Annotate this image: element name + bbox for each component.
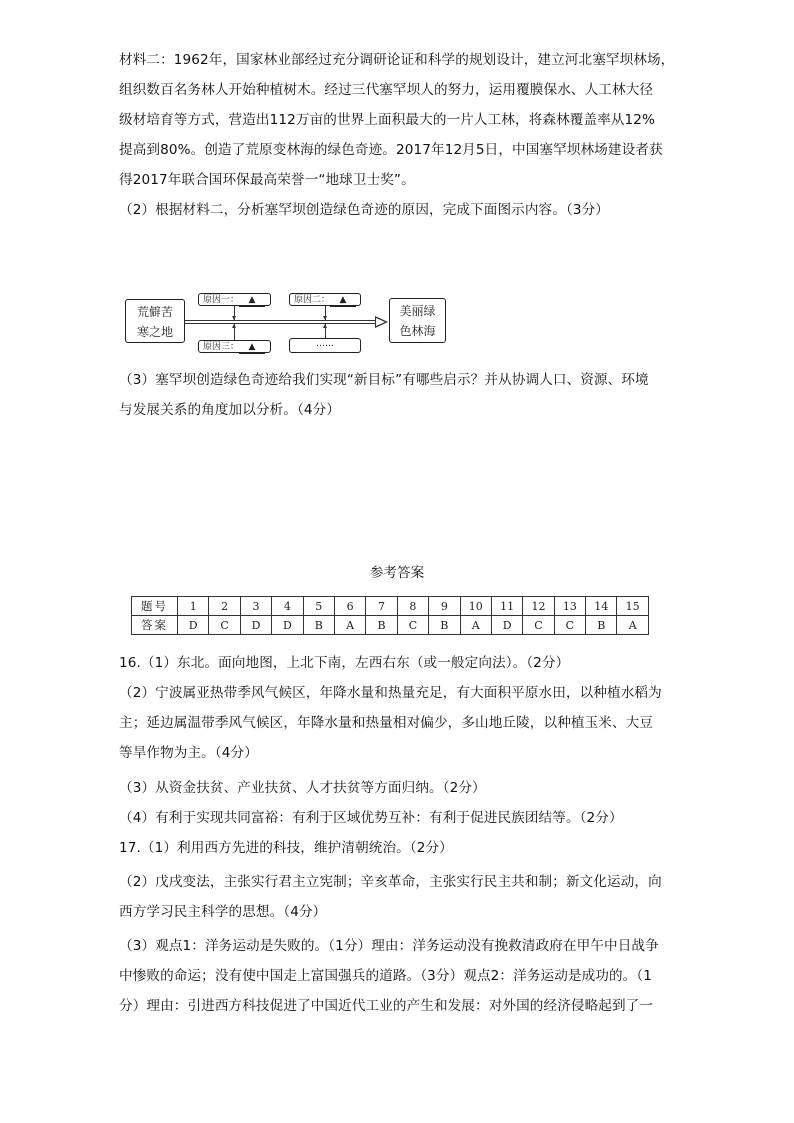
answer-cell: A [334, 616, 365, 635]
number-cell: 7 [366, 597, 397, 616]
number-cell: 9 [429, 597, 460, 616]
material-two-line-5: 得2017年联合国环保最高荣誉一“地球卫士奖”。 [119, 172, 415, 188]
start-box-line-1: 荒僻苦 [136, 305, 173, 319]
table-row-answers [132, 616, 649, 635]
answer-cell: B [586, 616, 617, 635]
number-cell: 3 [240, 597, 271, 616]
answer-cell: D [491, 616, 522, 635]
answer-16-1: 16.（1）东北。面向地图，上北下南，左西右东（或一般定向法）。（2分） [119, 655, 570, 671]
arrow-down-icon [323, 316, 327, 320]
main-arrow-shaft [185, 320, 379, 324]
table-row-numbers [132, 597, 649, 616]
number-cell: 8 [397, 597, 428, 616]
answer-16-3: （3）从资金扶贫、产业扶贫、人才扶贫等方面归纳。（2分） [119, 780, 486, 796]
reason-1-label: 原因一： [203, 295, 240, 305]
answer-17-1: 17.（1）利用西方先进的科技，维护清朝统治。（2分） [119, 840, 453, 856]
answer-16-2-line-1: （2）宁波属亚热带季风气候区，年降水量和热量充足，有大面积平原水田，以种植水稻为 [119, 685, 662, 701]
answer-cell: A [617, 616, 648, 635]
material-two-line-2: 组织数百名务林人开始种植树木。经过三代塞罕坝人的努力，运用覆膜保水、人工林大径 [119, 82, 654, 98]
question-2: （2）根据材料二，分析塞罕坝创造绿色奇迹的原因，完成下面图示内容。（3分） [119, 202, 609, 218]
answer-cell: B [366, 616, 397, 635]
answer-17-2-line-1: （2）戊戌变法，主张实行君主立宪制；辛亥革命，主张实行民主共和制；新文化运动，向 [119, 874, 662, 890]
answer-cell: C [523, 616, 554, 635]
start-box-line-2: 寒之地 [136, 325, 173, 339]
number-cell: 1 [178, 597, 209, 616]
answer-17-2-line-2: 西方学习民主科学的思想。（4分） [119, 904, 327, 920]
number-cell: 2 [209, 597, 240, 616]
reason-3-box [198, 340, 271, 353]
answer-16-2-line-2: 主；延边属温带季风气候区，年降水量和热量相对偏少，多山地丘陵，以种植玉米、大豆 [119, 715, 654, 731]
answer-16-2-line-3: 等旱作物为主。（4分） [119, 745, 258, 761]
row-header-answer: 答案 [132, 616, 178, 635]
answer-17-3-line-1: （3）观点1：洋务运动是失败的。（1分）理由：洋务运动没有挽救清政府在甲午中日战争 [119, 938, 659, 954]
answer-17-3-line-3: 分）理由：引进西方科技促进了中国近代工业的产生和发展：对外国的经济侵略起到了一 [119, 998, 654, 1014]
arrow-up-icon [232, 324, 236, 328]
number-cell: 5 [303, 597, 334, 616]
answer-cell: D [272, 616, 303, 635]
cause-flow-diagram [125, 292, 450, 352]
number-cell: 4 [272, 597, 303, 616]
reason-2-label: 原因二： [294, 295, 331, 305]
reason-3-label: 原因三： [203, 342, 240, 352]
arrow-down-icon [232, 316, 236, 320]
end-box-line-1: 美丽绿 [399, 304, 436, 318]
number-cell: 14 [586, 597, 617, 616]
answer-16-4: （4）有利于实现共同富裕：有利于区域优势互补：有利于促进民族团结等。（2分） [119, 810, 623, 826]
material-two-line-4: 提高到80%。创造了荒原变林海的绿色奇迹。2017年12月5日，中国塞罕坝林场建设者获 [119, 142, 663, 158]
answer-cell: B [429, 616, 460, 635]
reason-1-blank-triangle-icon[interactable]: ▲ [239, 295, 265, 307]
number-cell: 12 [523, 597, 554, 616]
arrow-up-icon [323, 324, 327, 328]
number-cell: 13 [554, 597, 585, 616]
number-cell: 10 [460, 597, 491, 616]
row-header-number: 题号 [132, 597, 178, 616]
number-cell: 11 [491, 597, 522, 616]
material-two-line-3: 级材培育等方式，营造出112万亩的世界上面积最大的一片人工林，将森林覆盖率从12% [119, 112, 656, 128]
answer-17-3-line-2: 中惨败的命运；没有使中国走上富国强兵的道路。（3分）观点2：洋务运动是成功的。（1 [119, 968, 653, 984]
reason-3-blank-triangle-icon[interactable]: ▲ [239, 342, 265, 354]
answer-cell: D [240, 616, 271, 635]
answer-cell: A [460, 616, 491, 635]
reason-2-blank-triangle-icon[interactable]: ▲ [330, 295, 356, 307]
answer-cell: B [303, 616, 334, 635]
material-two-line-1: 材料二：1962年，国家林业部经过充分调研论证和科学的规划设计，建立河北塞罕坝林场， [119, 52, 675, 68]
answer-key-table [131, 596, 649, 635]
answer-cell: C [397, 616, 428, 635]
number-cell: 15 [617, 597, 648, 616]
main-arrow-head-icon [375, 316, 388, 328]
end-box-green-forest [389, 298, 446, 343]
start-box-barren-land [125, 299, 185, 343]
answer-cell: C [209, 616, 240, 635]
answer-cell: C [554, 616, 585, 635]
answer-cell: D [178, 616, 209, 635]
answers-title: 参考答案 [369, 565, 425, 581]
question-3-line-2: 与发展关系的角度加以分析。（4分） [119, 402, 341, 418]
question-3-line-1: （3）塞罕坝创造绿色奇迹给我们实现“新目标”有哪些启示？并从协调人口、资源、环境 [119, 372, 649, 388]
reason-2-box [289, 293, 361, 306]
number-cell: 6 [334, 597, 365, 616]
reason-more-box: …… [289, 338, 361, 353]
end-box-line-2: 色林海 [399, 324, 436, 338]
reason-1-box [198, 293, 271, 306]
